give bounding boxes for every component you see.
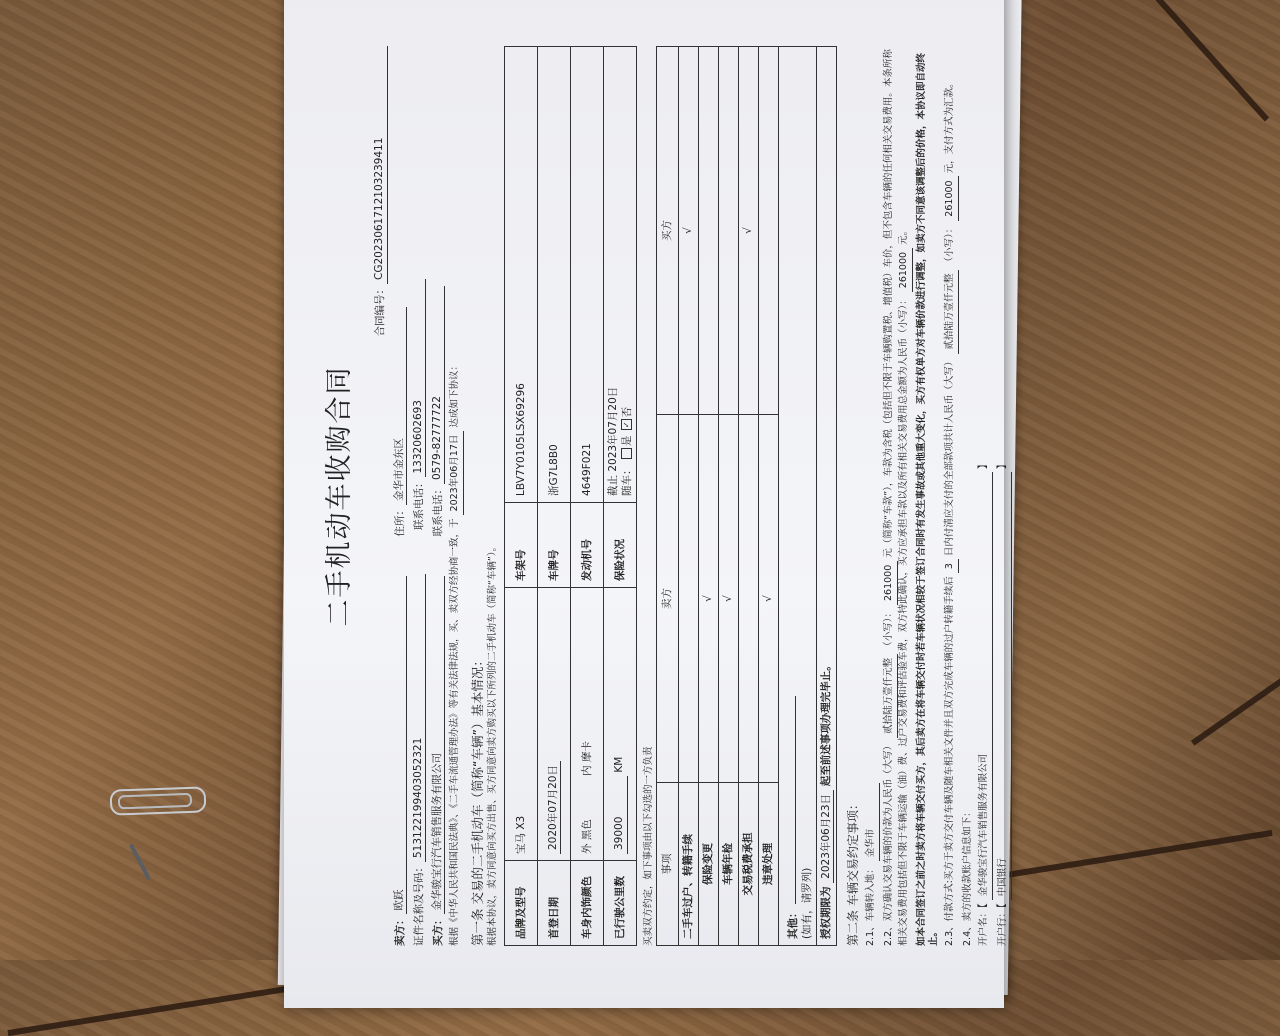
insurance-follow-label: 随车： [620, 464, 633, 496]
table-row [738, 47, 758, 946]
deadline-cell [817, 47, 837, 946]
table-row [778, 47, 816, 946]
insurance-until: 截止 2023年07月20日 [606, 386, 619, 496]
account-name-label: 开户名：【 [978, 903, 990, 946]
color-label: 车身内饰颜色 [570, 861, 603, 946]
price-small-label: （小写）： [882, 608, 894, 651]
price-small: 261000 [883, 561, 898, 605]
seller-name: 欧跃 [392, 577, 407, 915]
clause-2-2-text-b: 元（简称“车款”），车款为含税（包括但不限于车辆购置税、增值税）车价，但不包含车辆的任何相关交易费用。本条所称相关交易费用包括但不限于车辆运输（油）费、过户交易费和评估验车费，双方特此确认，买方应承担车款以及所有相关交易费用总金额为人民币（小写）： [882, 49, 909, 946]
article-2-heading: 第二条 车辆交易约定事项： [846, 798, 861, 946]
other-cell [778, 47, 816, 946]
price-uppercase: 贰拾陆万壹仟元整 [883, 654, 898, 738]
table-row [698, 47, 718, 946]
color-value [570, 588, 603, 861]
paper-clip-icon [110, 786, 207, 815]
preamble-end: 达成如下协议： [449, 361, 461, 428]
duty-buyer-mark [698, 47, 718, 415]
vehicle-table [504, 46, 637, 946]
duty-item: 违章处理 [758, 783, 778, 946]
seller-id-label: 证件名称及号码： [412, 862, 425, 946]
deadline-date: 2023年06月23日 [819, 790, 834, 883]
buyer-label: 买方： [431, 914, 444, 946]
table-row [718, 47, 738, 946]
duty-buyer-mark [718, 47, 738, 415]
payment-days: 3 [944, 559, 959, 573]
insurance-follow [620, 53, 634, 496]
other-blank [781, 696, 796, 904]
address-value: 金华市金东区 [392, 307, 407, 505]
floor-gap-line [1091, 0, 1269, 122]
seller-id-row [411, 46, 426, 946]
insurance-value [603, 47, 636, 503]
clause-2-1 [865, 46, 880, 946]
account-name: 金华骏宝行汽车销售服务有限公司 [978, 472, 993, 900]
color-exterior: 外 黑色 [580, 819, 593, 854]
contract-title: 二手机动车收购合同 [324, 365, 355, 627]
no-checkbox[interactable]: ✓ [621, 419, 632, 430]
other-hint: (如有，请罗列) [801, 867, 814, 939]
address-label: 住所： [393, 505, 406, 537]
payment-uppercase: 贰拾陆万壹仟元整 [944, 270, 959, 354]
bank-label: 开户行：【 [997, 903, 1009, 946]
seller-id-value: 513122199403052321 [411, 574, 426, 862]
table-row [758, 47, 778, 946]
vin-value: LBV7Y0105LSX69296 [504, 47, 537, 503]
bank-name: 中国银行 [997, 472, 1012, 900]
buyer-phone-label: 联系电话： [431, 484, 444, 537]
payment-small: 261000 [944, 176, 959, 220]
duty-item: 保险变更 [698, 783, 718, 946]
contract-no-row [372, 46, 387, 946]
buyer-phone-value: 0579-82777722 [430, 286, 445, 484]
seller-label: 卖方： [393, 914, 406, 946]
duty-seller-mark [678, 415, 698, 783]
duty-head-seller: 卖方 [656, 415, 678, 783]
deadline-end: 起至前述事项办理完毕止。 [820, 660, 833, 787]
clause-2-2-text-a: 2.2、双方确认交易车辆的价款为人民币（大写） [882, 740, 894, 946]
reg-label: 首登日期 [537, 861, 570, 946]
bracket-end: 】 [978, 459, 990, 470]
table-row [817, 47, 837, 946]
preamble-date: 2023年06月17日 [449, 431, 464, 516]
article-1-heading: 第一条 交易的二手机动车（简称“车辆”）基本情况： [470, 654, 486, 946]
duty-buyer-mark: √ [678, 47, 698, 415]
clause-2-1-text: 2.1、车辆转入地： [864, 864, 876, 946]
duty-item: 车辆年检 [718, 783, 738, 946]
seller-row [392, 46, 407, 946]
duty-head-item: 事项 [656, 783, 678, 946]
buyer-name: 金华骏宝行汽车销售服务有限公司 [430, 577, 445, 915]
account-name-row [978, 46, 993, 946]
engine-label: 发动机号 [570, 503, 603, 588]
duty-seller-mark [738, 415, 758, 783]
duty-seller-mark: √ [718, 415, 738, 783]
plate-label: 车牌号 [537, 503, 570, 588]
buyer-row [430, 46, 445, 946]
clause-2-3 [944, 46, 959, 946]
duty-head-buyer: 买方 [656, 47, 678, 415]
vin-label: 车架号 [504, 503, 537, 588]
duty-seller-mark: √ [698, 415, 718, 783]
clause-2-2-bold: 如本合同签订之前之时卖方将车辆交付买方，其后卖方在将车辆交付时若车辆状况相较于签订合同时有发生事故或其他重大变化，买方有权单方对车辆价款进行调整，如卖方不同意该调整后的价格，本协议即自动终止。 [915, 52, 940, 946]
brand-value: 宝马 X3 [504, 588, 537, 861]
price-total: 261000 [898, 248, 913, 292]
article-1-sub: 根据本协议，卖方同意向买方出售、买方同意向卖方购买以下所列的二手机动车（简称“车辆”）。 [487, 541, 498, 946]
deadline-label: 授权期限为 [820, 886, 833, 939]
clause-2-4: 2.4、卖方的收款账户信息如下： [962, 807, 974, 946]
seller-phone-value: 13320602693 [411, 280, 426, 478]
km-number: 39000 [612, 776, 627, 854]
clause-2-3-text-a: 2.3、付款方式:买方于卖方交付车辆及随车相关文件并且双方完成车辆的过户转籍手续后 [944, 576, 956, 946]
preamble [449, 46, 464, 946]
selection-note: 买卖双方约定，如下事项由以下勾选的一方负责 [643, 746, 655, 946]
yes-checkbox[interactable] [621, 448, 632, 459]
seller-phone-label: 联系电话： [412, 477, 425, 530]
other-label: 其他： [786, 907, 799, 939]
bracket-end: 】 [997, 459, 1009, 470]
bank-row [997, 46, 1012, 946]
plate-value: 浙G7L8B0 [537, 47, 570, 503]
yes-label: 是 [620, 435, 633, 447]
clause-2-1-value: 金华市 [865, 783, 880, 861]
duty-item: 二手车过户、转籍手续 [678, 783, 698, 946]
duty-buyer-mark [758, 47, 778, 415]
duty-item: 交易税费承担 [738, 783, 758, 946]
reg-value [537, 588, 570, 861]
km-label: 已行驶公里数 [603, 861, 636, 946]
clause-2-3-text-c: 元，支付方式为汇款。 [944, 78, 956, 174]
price-total-unit: 元。 [897, 225, 909, 245]
brand-label: 品牌及型号 [504, 861, 537, 946]
contract-page [284, 0, 1009, 1008]
clause-2-3-text-b: 日内付清应支付的全部款项共计人民币（大写） [944, 356, 956, 557]
duty-buyer-mark: √ [738, 47, 758, 415]
payment-small-label: （小写）： [944, 223, 956, 267]
clause-2-2 [883, 46, 913, 946]
no-label: 否 [620, 406, 633, 418]
km-unit: KM [613, 756, 626, 773]
km-value [603, 588, 636, 861]
color-interior: 内 摩卡 [580, 740, 593, 776]
contract-no-value: CG202306171210323941​1 [372, 46, 387, 284]
reg-date: 2020年07月20日 [546, 761, 561, 854]
duty-seller-mark: √ [758, 415, 778, 783]
insurance-label: 保险状况 [603, 503, 636, 588]
duty-table [656, 46, 838, 946]
preamble-text: 根据《中华人民共和国民法典》、《二手车流通管理办法》等有关法律法规，买、卖双方经协商一致，于 [449, 518, 461, 946]
table-row [678, 47, 698, 946]
engine-value: 4649F021 [570, 47, 603, 503]
staple-icon [129, 843, 151, 880]
contract-no-label: 合同编号： [374, 284, 387, 337]
floor-gap-line [1191, 660, 1280, 745]
